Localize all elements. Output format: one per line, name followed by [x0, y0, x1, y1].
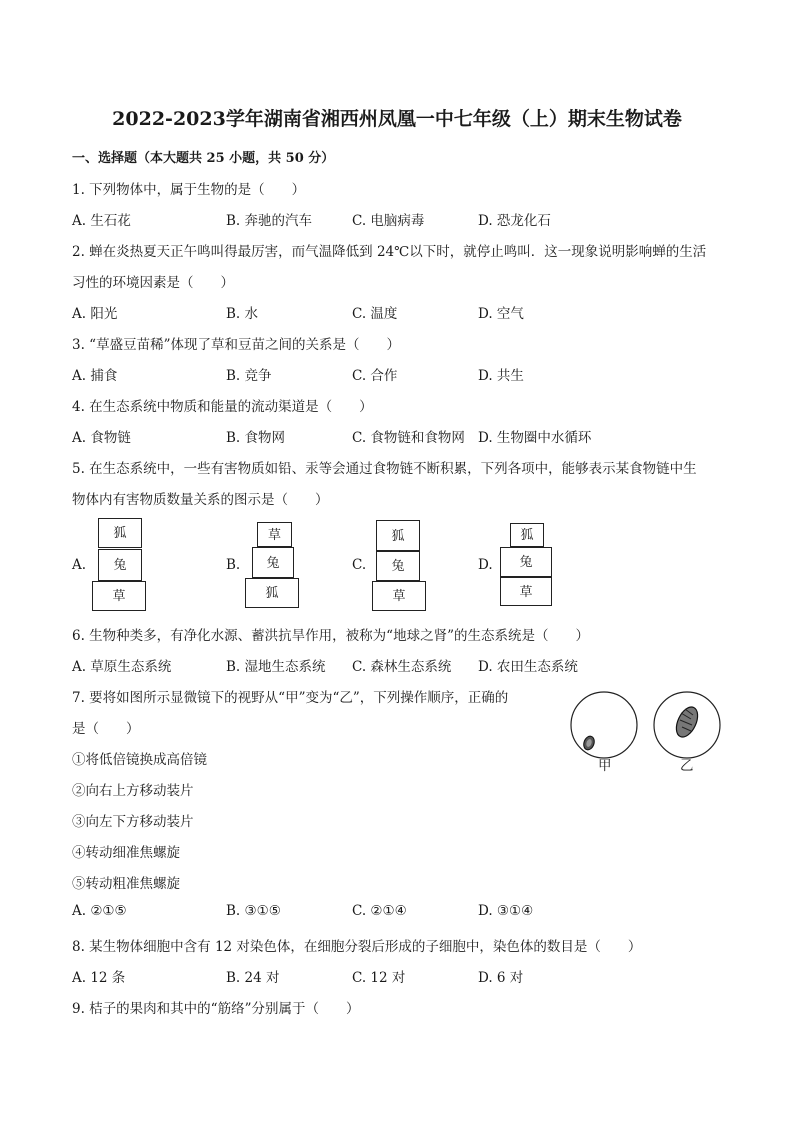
q8-option-b[interactable]: B. 24 对 — [226, 970, 280, 986]
q6-option-a[interactable]: A. 草原生态系统 — [72, 659, 172, 675]
pyramid-b-tier-middle: 兔 — [252, 547, 294, 578]
question-1-stem: 1. 下列物体中，属于生物的是（ ） — [72, 182, 306, 198]
pyramid-c-tier-top: 狐 — [376, 520, 420, 551]
q1-option-c[interactable]: C. 电脑病毒 — [352, 213, 425, 229]
question-4-stem: 4. 在生态系统中物质和能量的流动渠道是（ ） — [72, 399, 373, 415]
question-5-stem-line2: 物体内有害物质数量关系的图示是（ ） — [72, 492, 329, 508]
question-7-stem-line1: 7. 要将如图所示显微镜下的视野从“甲”变为“乙”，下列操作顺序，正确的 — [72, 690, 509, 706]
q7-step-1: ①将低倍镜换成高倍镜 — [72, 752, 207, 768]
q4-option-b[interactable]: B. 食物网 — [226, 430, 286, 446]
microscope-view-yi-figure — [651, 689, 723, 761]
q7-option-c[interactable]: C. ②①④ — [352, 903, 407, 919]
q5-option-b-label[interactable]: B. — [226, 557, 241, 573]
question-8-stem: 8. 某生物体细胞中含有 12 对染色体，在细胞分裂后形成的子细胞中，染色体的数目是（ ） — [72, 939, 642, 955]
question-9-stem: 9. 桔子的果肉和其中的“筋络”分别属于（ ） — [72, 1001, 360, 1017]
q5-option-d-label[interactable]: D. — [478, 557, 493, 573]
q3-option-a[interactable]: A. 捕食 — [72, 368, 118, 384]
q1-option-a[interactable]: A. 生石花 — [72, 213, 131, 229]
q7-option-b[interactable]: B. ③①⑤ — [226, 903, 281, 919]
q5-option-c-label[interactable]: C. — [352, 557, 367, 573]
view-jia-circle — [571, 692, 637, 758]
q4-option-d[interactable]: D. 生物圈中水循环 — [478, 430, 592, 446]
q3-option-d[interactable]: D. 共生 — [478, 368, 524, 384]
question-2-stem-line2: 习性的环境因素是（ ） — [72, 275, 234, 291]
question-2-stem-line1: 2. 蝉在炎热夏天正午鸣叫得最厉害，而气温降低到 24℃以下时，就停止鸣叫．这一现象说明影响蝉的生活 — [72, 244, 707, 260]
pyramid-c-tier-bottom: 草 — [372, 581, 426, 611]
q4-option-c[interactable]: C. 食物链和食物网 — [352, 430, 465, 446]
q7-step-4: ④转动细准焦螺旋 — [72, 845, 180, 861]
q2-option-c[interactable]: C. 温度 — [352, 306, 398, 322]
page-title: 2022-2023学年湖南省湘西州凤凰一中七年级（上）期末生物试卷 — [112, 108, 682, 130]
pyramid-a-tier-top: 狐 — [98, 518, 142, 548]
pyramid-a-tier-bottom: 草 — [92, 581, 146, 611]
view-jia-label: 甲 — [598, 758, 612, 774]
q5-option-a-label[interactable]: A. — [72, 557, 87, 573]
q4-option-a[interactable]: A. 食物链 — [72, 430, 131, 446]
question-3-stem: 3. “草盛豆苗稀”体现了草和豆苗之间的关系是（ ） — [72, 337, 400, 353]
q7-step-3: ③向左下方移动装片 — [72, 814, 194, 830]
question-6-stem: 6. 生物种类多，有净化水源、蓄洪抗旱作用，被称为“地球之肾”的生态系统是（ ） — [72, 628, 589, 644]
q6-option-b[interactable]: B. 湿地生态系统 — [226, 659, 326, 675]
q7-step-2: ②向右上方移动装片 — [72, 783, 194, 799]
q8-option-c[interactable]: C. 12 对 — [352, 970, 406, 986]
pyramid-d-tier-top: 狐 — [510, 523, 544, 547]
q1-option-b[interactable]: B. 奔驰的汽车 — [226, 213, 313, 229]
view-yi-label: 乙 — [680, 758, 694, 774]
microscope-view-jia-figure — [568, 689, 640, 761]
q6-option-d[interactable]: D. 农田生态系统 — [478, 659, 578, 675]
pyramid-a-tier-middle: 兔 — [98, 549, 142, 581]
q8-option-d[interactable]: D. 6 对 — [478, 970, 524, 986]
q7-step-5: ⑤转动粗准焦螺旋 — [72, 876, 180, 892]
section-heading: 一、选择题（本大题共 25 小题，共 50 分） — [72, 151, 335, 166]
q2-option-b[interactable]: B. 水 — [226, 306, 259, 322]
q7-option-a[interactable]: A. ②①⑤ — [72, 903, 127, 919]
pyramid-b-tier-bottom: 狐 — [245, 578, 299, 608]
pyramid-d-tier-bottom: 草 — [500, 577, 552, 606]
q7-option-d[interactable]: D. ③①④ — [478, 903, 534, 919]
question-7-stem-line2: 是（ ） — [72, 721, 140, 737]
q6-option-c[interactable]: C. 森林生态系统 — [352, 659, 452, 675]
q2-option-a[interactable]: A. 阳光 — [72, 306, 118, 322]
question-5-stem-line1: 5. 在生态系统中，一些有害物质如铅、汞等会通过食物链不断积累，下列各项中，能够表示某食物链中生 — [72, 461, 697, 477]
pyramid-c-tier-middle: 兔 — [376, 551, 420, 581]
q8-option-a[interactable]: A. 12 条 — [72, 970, 126, 986]
q2-option-d[interactable]: D. 空气 — [478, 306, 524, 322]
pyramid-d-tier-middle: 兔 — [500, 547, 552, 577]
q3-option-b[interactable]: B. 竞争 — [226, 368, 272, 384]
pyramid-b-tier-top: 草 — [257, 522, 292, 547]
q1-option-d[interactable]: D. 恐龙化石 — [478, 213, 551, 229]
q3-option-c[interactable]: C. 合作 — [352, 368, 398, 384]
